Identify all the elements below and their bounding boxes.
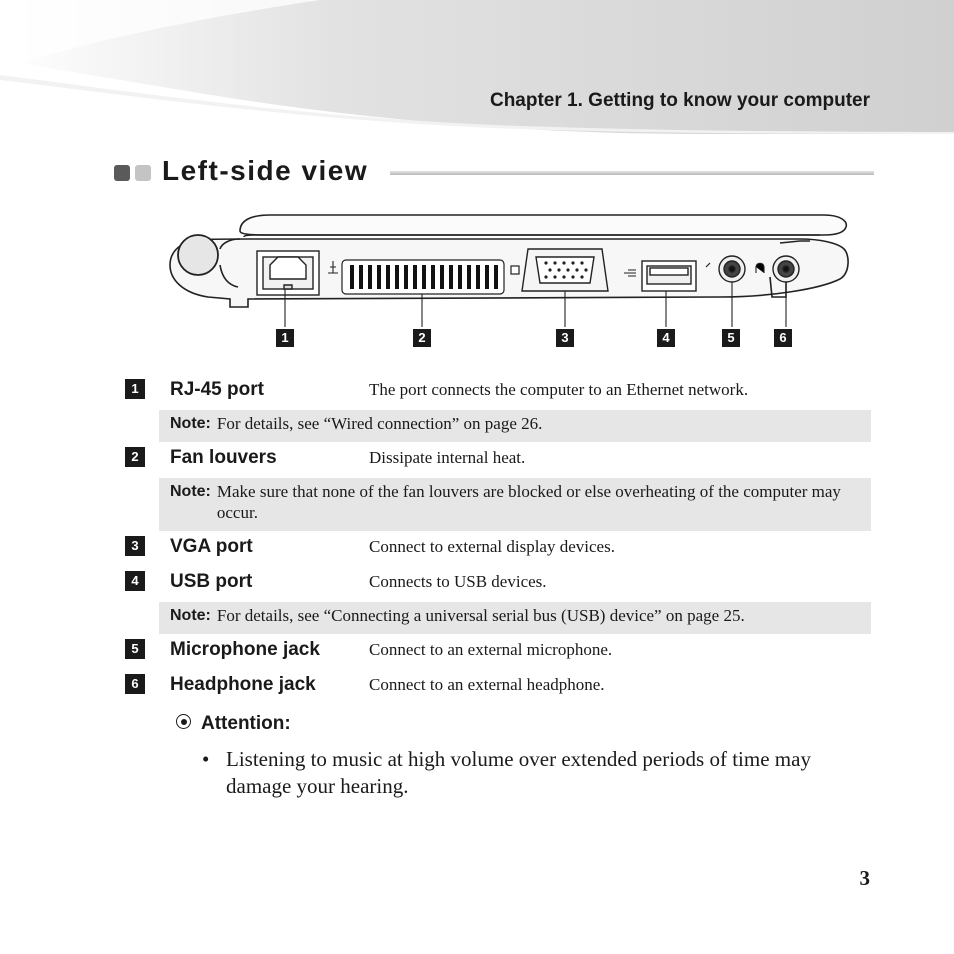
- section-heading: [114, 155, 874, 195]
- item-number: 4: [125, 571, 145, 591]
- attention-label: Attention:: [201, 713, 291, 734]
- item-number: 3: [125, 536, 145, 556]
- item-description: Connect to external display devices.: [369, 537, 615, 556]
- item-name: Microphone jack: [170, 639, 320, 660]
- callout-4: 4: [657, 329, 675, 347]
- laptop-left-side-diagram: [160, 205, 860, 355]
- note-wired-connection: [159, 410, 871, 442]
- item-usb-port: [125, 571, 875, 601]
- heading-bullet-light: [135, 165, 151, 181]
- item-description: Connect to an external headphone.: [369, 675, 605, 694]
- item-fan-louvers: [125, 447, 875, 477]
- item-vga-port: [125, 536, 875, 566]
- note-fan-louvers: [159, 478, 871, 531]
- item-number: 5: [125, 639, 145, 659]
- attention-bullet-item: [202, 746, 852, 800]
- attention-icon: [176, 714, 191, 729]
- note-label: Note:: [170, 607, 211, 624]
- item-name: USB port: [170, 571, 253, 592]
- chapter-title: Chapter 1. Getting to know your computer: [489, 90, 870, 111]
- section-title: Left-side view: [162, 155, 369, 186]
- item-number: 1: [125, 379, 145, 399]
- item-description: The port connects the computer to an Ethernet network.: [369, 380, 749, 399]
- item-name: Headphone jack: [170, 674, 316, 695]
- note-text: For details, see “Connecting a universal serial bus (USB) device” on page 25.: [216, 606, 745, 625]
- item-name: RJ-45 port: [170, 379, 264, 400]
- note-usb-device: [159, 602, 871, 634]
- callout-5: 5: [722, 329, 740, 347]
- page-number: 3: [859, 866, 870, 890]
- item-description: Connects to USB devices.: [369, 572, 547, 591]
- note-label: Note:: [170, 415, 211, 432]
- item-number: 6: [125, 674, 145, 694]
- callout-1: 1: [276, 329, 294, 347]
- callout-2: 2: [413, 329, 431, 347]
- callout-6: 6: [774, 329, 792, 347]
- note-text: Make sure that none of the fan louvers are blocked or else overheating of the computer may occur.: [216, 482, 841, 522]
- item-rj45-port: [125, 379, 875, 409]
- item-headphone-jack: [125, 674, 875, 704]
- attention-heading: [176, 713, 291, 735]
- item-name: Fan louvers: [170, 447, 277, 468]
- vga-port-graphic: [522, 249, 608, 291]
- attention-text: Listening to music at high volume over extended periods of time may damage your hearing.: [226, 747, 811, 798]
- title-rule: [390, 171, 874, 175]
- fan-louvers-graphic: [342, 260, 519, 294]
- item-description: Dissipate internal heat.: [369, 448, 526, 467]
- callout-3: 3: [556, 329, 574, 347]
- note-text: For details, see “Wired connection” on page 26.: [216, 414, 543, 433]
- item-description: Connect to an external microphone.: [369, 640, 613, 659]
- note-label: Note:: [170, 483, 211, 500]
- item-name: VGA port: [170, 536, 253, 557]
- heading-bullet-dark: [114, 165, 130, 181]
- header-background: [0, 0, 954, 140]
- item-microphone-jack: [125, 639, 875, 669]
- bullet-icon: •: [202, 747, 210, 771]
- item-number: 2: [125, 447, 145, 467]
